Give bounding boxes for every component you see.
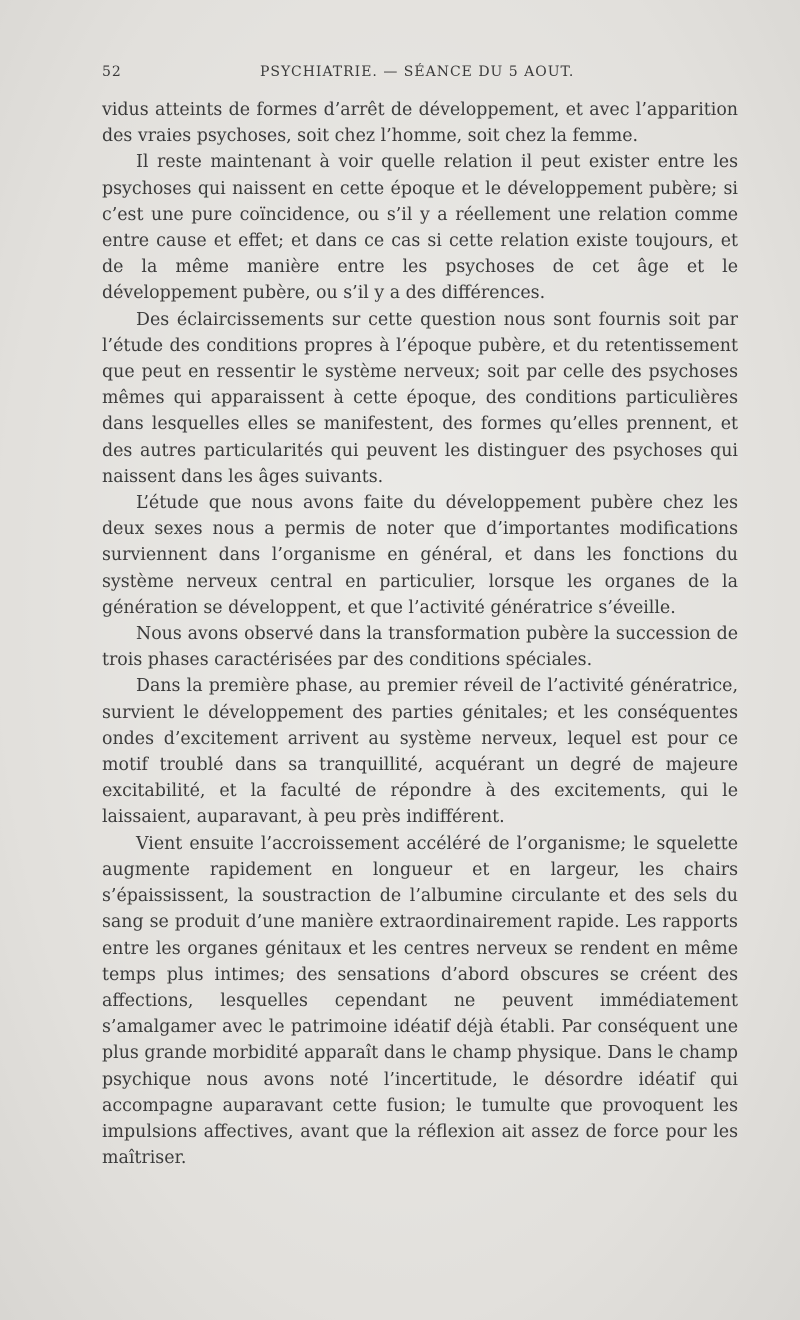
paragraph: Des éclaircissements sur cette question nous sont fournis soit par l’étude des conditions propres à l’époque pubère, et du retentissement que peut en ressentir le système nerveux; soit par celle des psychoses mêmes qui apparaissent à cette époque, des conditions particulières dans lesquelles elles se manifestent, des formes qu’elles prennent, et des autres particularités qui peuvent les distinguer des psychoses qui naissent dans les âges suivants. xyxy=(102,309,738,487)
page-number: 52 xyxy=(102,64,122,80)
paragraph: Vient ensuite l’accroissement accéléré de l’organisme; le squelette augmente rapidement en longueur et en largeur, les chairs s’épaississent, la soustraction de l’albumine circulante et des sels du sang se produit d’une manière extraordinairement rapide. Les rapports entre les organes génitaux et les centres nerveux se rendent en même temps plus intimes; des sensations d’abord obscures se créent des affections, lesquelles cependant ne peuvent immédiatement s’amalgamer avec le patrimoine idéatif déjà établi. Par conséquent une plus grande morbidité apparaît dans le champ physique. Dans le champ psychique nous avons noté l’incertitude, le désordre idéatif qui accompagne auparavant cette fusion; le tumulte que provoquent les impulsions affectives, avant que la réflexion ait assez de force pour les maîtriser. xyxy=(102,833,738,1169)
header-title: PSYCHIATRIE. — SÉANCE DU 5 AOUT. xyxy=(260,64,575,80)
running-head xyxy=(102,64,702,88)
paragraph: Il reste maintenant à voir quelle relation il peut exister entre les psychoses qui naissent en cette époque et le développement pubère; si c’est une pure coïncidence, ou s’il y a réellement une relation comme entre cause et effet; et dans ce cas si cette relation existe toujours, et de la même manière entre les psychoses de cet âge et le développement pubère, ou s’il y a des différences. xyxy=(102,152,738,304)
paragraph: Nous avons observé dans la transformation pubère la succession de trois phases caractérisées par des conditions spéciales. xyxy=(102,624,738,671)
body-text xyxy=(102,97,738,1171)
paragraph-continuation: vidus atteints de formes d’arrêt de développement, et avec l’apparition des vraies psychoses, soit chez l’homme, soit chez la femme. xyxy=(102,100,738,147)
paragraph: L’étude que nous avons faite du développement pubère chez les deux sexes nous a permis de noter que d’importantes modifications surviennent dans l’organisme en général, et dans les fonctions du système nerveux central en particulier, lorsque les organes de la génération se développent, et que l’activité génératrice s’éveille. xyxy=(102,493,738,618)
paragraph: Dans la première phase, au premier réveil de l’activité génératrice, survient le développement des parties génitales; et les conséquentes ondes d’excitement arrivent au système nerveux, lequel est pour ce motif troublé dans sa tranquillité, acquérant un degré de majeure excitabilité, et la faculté de répondre à des excitements, qui le laissaient, auparavant, à peu près indifférent. xyxy=(102,676,738,828)
